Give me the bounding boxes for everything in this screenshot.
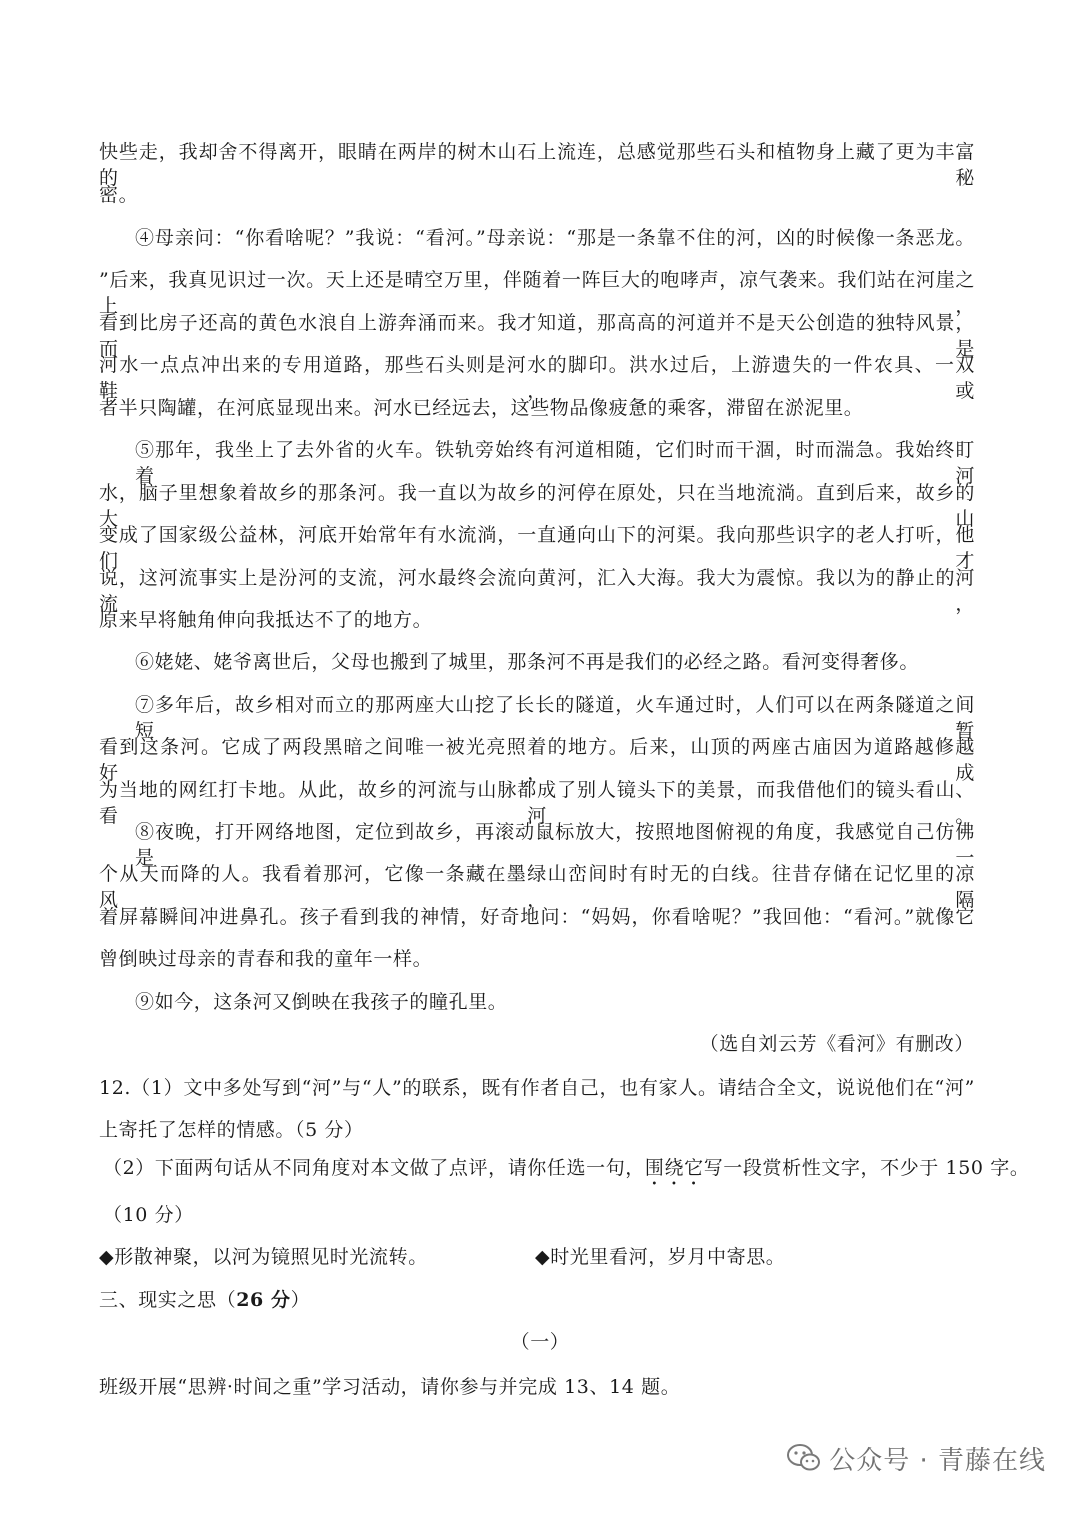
passage-line: 个从天而降的人。我看着那河，它像一条藏在墨绿山峦间时有时无的白线。往昔存储在记忆里的凉风，隔 — [99, 863, 975, 911]
passage-line: 说，这河流事实上是汾河的支流，河水最终会流向黄河，汇入大海。我大为震惊。我以为的静止的河流， — [99, 567, 975, 615]
passage-line: 者半只陶罐，在河底显现出来。河水已经远去，这些物品像疲惫的乘客，滞留在淤泥里。 — [99, 397, 864, 419]
question-12-part2-score: （10 分） — [103, 1204, 194, 1226]
section-3-subheading: （一） — [510, 1331, 570, 1353]
passage-line: 密。 — [99, 184, 139, 206]
passage-line: 着屏幕瞬间冲进鼻孔。孩子看到我的神情，好奇地问：“妈妈，你看啥呢？”我回他：“看河。”就像它 — [99, 906, 975, 928]
paragraph-5-start: ⑤那年，我坐上了去外省的火车。铁轨旁始终有河道相随，它们时而干涸，时而湍急。我始终盯着河 — [135, 439, 975, 487]
question-12-part2-text: （2）下面两句话从不同角度对本文做了点评，请你任选一句， — [103, 1157, 645, 1179]
question-12-part2-text-end: 写一段赏析性文字，不少于 150 字。 — [703, 1157, 1030, 1179]
passage-line: ”后来，我真见识过一次。天上还是晴空万里，伴随着一阵巨大的咆哮声，凉气袭来。我们站在河崖之上， — [99, 269, 975, 317]
passage-line: 变成了国家级公益林，河底开始常年有水流淌，一直通向山下的河渠。我向那些识字的老人打听，他们才 — [99, 524, 975, 572]
paragraph-9: ⑨如今，这条河又倒映在我孩子的瞳孔里。 — [135, 991, 508, 1013]
passage-line: 看到这条河。它成了两段黑暗之间唯一被光亮照着的地方。后来，山顶的两座古庙因为道路越修越好，成 — [99, 736, 975, 784]
watermark-text: 公众号 · 青藤在线 — [829, 1445, 1046, 1476]
comment-option-1: ◆形散神聚，以河为镜照见时光流转。 — [99, 1246, 428, 1268]
passage-line: 看到比房子还高的黄色水浪自上游奔涌而来。我才知道，那高高的河道并不是天公创造的独特风景，而是 — [99, 312, 975, 360]
emphasis-dotted-text: 围绕它 — [644, 1157, 704, 1179]
section-heading-text: 三、现实之思（ — [99, 1289, 237, 1311]
wechat-icon — [787, 1443, 821, 1473]
question-12-part1-score: 上寄托了怎样的情感。（5 分） — [99, 1119, 364, 1141]
watermark — [787, 1438, 1046, 1478]
paragraph-4-start: ④母亲问：“你看啥呢？”我说：“看河。”母亲说：“那是一条靠不住的河，凶的时候像一条恶龙。 — [135, 227, 975, 249]
paragraph-6: ⑥姥姥、姥爷离世后，父母也搬到了城里，那条河不再是我们的必经之路。看河变得奢侈。 — [135, 651, 920, 673]
passage-line: 原来早将触角伸向我抵达不了的地方。 — [99, 609, 433, 631]
section-3-intro: 班级开展“思辨·时间之重”学习活动，请你参与并完成 13、14 题。 — [99, 1376, 681, 1398]
comment-option-2: ◆时光里看河，岁月中寄思。 — [535, 1246, 786, 1268]
passage-line: 河水一点点冲出来的专用道路，那些石头则是河水的脚印。洪水过后，上游遗失的一件农具、一双鞋，或 — [99, 354, 975, 402]
section-heading-score: 26 分 — [236, 1289, 291, 1311]
question-12-part1: 12.（1）文中多处写到“河”与“人”的联系，既有作者自己，也有家人。请结合全文，说说他们在“河” — [99, 1077, 975, 1099]
section-3-heading — [99, 1287, 310, 1313]
passage-line: 水，脑子里想象着故乡的那条河。我一直以为故乡的河停在原处，只在当地流淌。直到后来，故乡的大山 — [99, 482, 975, 530]
passage-line: 快些走，我却舍不得离开，眼睛在两岸的树木山石上流连，总感觉那些石头和植物身上藏了更为丰富的秘 — [99, 141, 975, 189]
section-heading-close: ） — [290, 1289, 311, 1311]
passage-source: （选自刘云芳《看河》有删改） — [699, 1033, 974, 1055]
paragraph-8-start: ⑧夜晚，打开网络地图，定位到故乡，再滚动鼠标放大，按照地图俯视的角度，我感觉自己仿佛是一 — [135, 821, 975, 869]
passage-line: 为当地的网红打卡地。从此，故乡的河流与山脉都成了别人镜头下的美景，而我借他们的镜头看山、看河。 — [99, 779, 975, 827]
passage-line: 曾倒映过母亲的青春和我的童年一样。 — [99, 948, 433, 970]
paragraph-7-start: ⑦多年后，故乡相对而立的那两座大山挖了长长的隧道，火车通过时，人们可以在两条隧道之间短暂 — [135, 694, 975, 742]
question-12-part2 — [103, 1155, 1029, 1190]
